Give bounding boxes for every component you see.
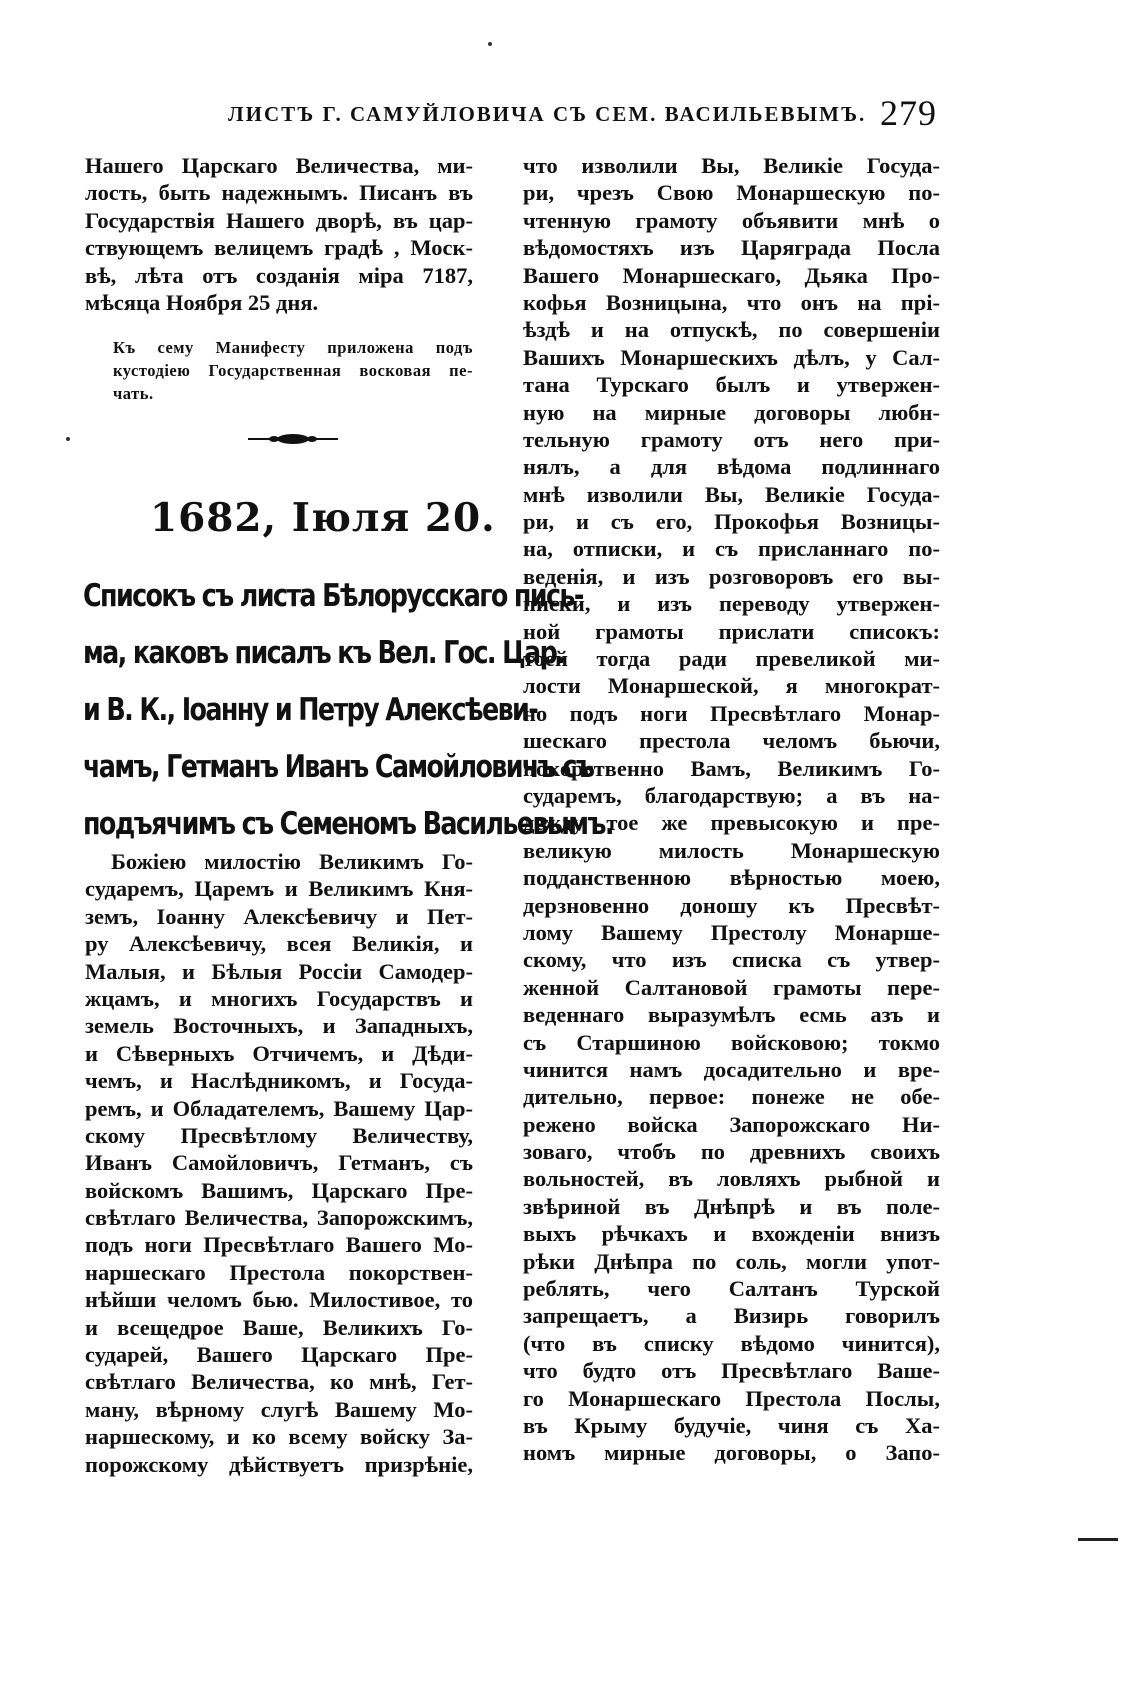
text-line: лость, быть надежнымъ. Писанъ въ — [85, 180, 473, 206]
text-line: женной Салтановой грамоты пере- — [523, 974, 940, 1000]
text-line: земъ, Іоанну Алексѣевичу и Пет- — [85, 903, 473, 929]
text-line: (что въ списку вѣдомо чинится), — [523, 1330, 940, 1356]
text-line: чинится намъ досадительно и вре- — [523, 1056, 940, 1082]
text-line: веденнаго выразумѣлъ есмь азъ и — [523, 1002, 940, 1028]
text-line: вольностей, въ ловляхъ рыбной и — [523, 1166, 940, 1192]
text-line: писки, и изъ переводу утвержен- — [523, 591, 940, 617]
text-line: го Монаршескаго Престола Послы, — [523, 1385, 940, 1411]
text-line: ману, вѣрному слугѣ Вашему Мо- — [85, 1396, 473, 1422]
text-line: ри, и съ его, Прокофья Возницы- — [523, 509, 940, 535]
text-line: ной грамоты прислати списокъ: — [523, 618, 940, 644]
text-line: скому, что изъ списка съ утвер- — [523, 947, 940, 973]
text-line: Вашихъ Монаршескихъ дѣлъ, у Сал- — [523, 344, 940, 370]
text-line: тельную грамоту отъ него при- — [523, 426, 940, 452]
text-line: свѣтлаго Величества, Запорожскимъ, — [85, 1205, 473, 1231]
text-line: и Сѣверныхъ Отчичемъ, и Дѣди- — [85, 1040, 473, 1066]
title-line: и В. К., Іоанну и Петру Алексѣеви- — [83, 692, 538, 728]
date-heading: 1682, Іюля 20. — [150, 495, 496, 541]
title-line: Списокъ съ листа Бѣлорусскаго пись- — [83, 578, 583, 614]
text-line: войскомъ Вашимъ, Царскаго Пре- — [85, 1177, 473, 1203]
text-line: скому Пресвѣтлому Величеству, — [85, 1122, 473, 1148]
text-line: звѣриной въ Днѣпрѣ и въ поле- — [523, 1193, 940, 1219]
text-line: что изволили Вы, Великіе Госуда- — [523, 153, 940, 178]
page-number: 279 — [880, 93, 937, 133]
text-line: сударемъ, благодарствую; а въ на- — [523, 782, 940, 808]
text-line: зоваго, чтобъ по древнихъ своихъ — [523, 1139, 940, 1165]
text-line: Божіею милостію Великимъ Го- — [111, 849, 473, 874]
seal-note — [113, 336, 473, 405]
text-line: въ Крыму будучіе, чиня съ Ха- — [523, 1412, 940, 1438]
running-head: ЛИСТЪ Г. САМУЙЛОВИЧА СЪ СЕМ. ВАСИЛЬЕВЫМЪ. — [228, 102, 867, 126]
text-line: свѣтлаго Величества, ко мнѣ, Гет- — [85, 1369, 473, 1395]
text-line: тана Турскаго былъ и утвержен- — [523, 372, 940, 398]
text-line: подданственною вѣрностью моею, — [523, 865, 940, 891]
text-line: вѣдомостяхъ изъ Царяграда Посла — [523, 235, 940, 261]
text-line: мѣсяца Ноября 25 дня. — [85, 289, 319, 315]
text-line: сударемъ, Царемъ и Великимъ Кня- — [85, 876, 473, 902]
note-line: чать. — [113, 384, 154, 404]
text-line: мнѣ изволили Вы, Великіе Госуда- — [523, 481, 940, 507]
text-line: что будто отъ Пресвѣтлаго Ваше- — [523, 1358, 940, 1384]
text-line: порожскому дѣйствуетъ призрѣніе, — [85, 1451, 473, 1477]
text-line: Вашего Монаршескаго, Дьяка Про- — [523, 262, 940, 288]
left-column-top — [85, 152, 473, 405]
text-line: ную на мирные договоры любн- — [523, 399, 940, 425]
text-line: наршескаго Престола покорствен- — [85, 1259, 473, 1285]
text-line: режено войска Запорожскаго Ни- — [523, 1111, 940, 1137]
text-line: реблять, чего Салтанъ Турской — [523, 1276, 940, 1302]
text-line: шескаго престола челомъ бьючи, — [523, 728, 940, 754]
text-line: но подъ ноги Пресвѣтлаго Монар- — [523, 700, 940, 726]
text-line: рѣки Днѣпра по соль, могли упот- — [523, 1248, 940, 1274]
text-line: нялъ, а для вѣдома подлиннаго — [523, 454, 940, 480]
right-column — [523, 152, 940, 1467]
text-line: покорственно Вамъ, Великимъ Го- — [523, 755, 940, 781]
text-line: дительно, первое: понеже не обе- — [523, 1084, 940, 1110]
text-line: нѣйши челомъ бью. Милостивое, то — [85, 1287, 473, 1313]
text-line: земель Восточныхъ, и Западныхъ, — [85, 1013, 473, 1039]
text-line: чтенную грамоту объявити мнѣ о — [523, 207, 940, 233]
text-line: на, отписки, и съ присланнаго по- — [523, 536, 940, 562]
ornament-divider — [248, 432, 338, 446]
text-line: Государствія Нашего дворѣ, въ цар- — [85, 207, 473, 233]
margin-speck — [66, 437, 70, 441]
text-line: ремъ, и Обладателемъ, Вашему Цар- — [85, 1095, 473, 1121]
note-line: Къ сему Манифесту приложена подъ — [113, 338, 473, 358]
text-line: ствующемъ велицемъ градѣ , Моск- — [85, 235, 473, 261]
text-line: чемъ, и Наслѣдникомъ, и Госуда- — [85, 1068, 473, 1094]
text-line: веденія, и изъ розговоровъ его вы- — [523, 563, 940, 589]
text-line: Иванъ Самойловичъ, Гетманъ, съ — [85, 1150, 473, 1176]
title-line: подъячимъ съ Семеномъ Васильевымъ. — [83, 806, 613, 842]
text-line: запрещаетъ, а Визирь говорилъ — [523, 1303, 940, 1329]
text-line: тоей тогда ради превеликой ми- — [523, 646, 940, 672]
text-line: Нашего Царскаго Величества, ми- — [85, 153, 473, 178]
title-line: ма, каковъ писалъ къ Вел. Гос. Цар. — [83, 635, 565, 671]
left-column-body — [85, 848, 473, 1478]
text-line: выхъ рѣчкахъ и вхожденіи внизъ — [523, 1221, 940, 1247]
text-line: дежду тое же превысокую и пре- — [523, 810, 940, 836]
text-line: сударей, Вашего Царскаго Пре- — [85, 1342, 473, 1368]
text-line: великую милость Монаршескую — [523, 837, 940, 863]
top-speck — [488, 42, 492, 46]
text-line: ри, чрезъ Свою Монаршескую по- — [523, 180, 940, 206]
note-line: кустодіею Государственная восковая пе- — [113, 361, 473, 381]
text-line: съ Старшиною войсковою; токмо — [523, 1029, 940, 1055]
document-title — [83, 568, 613, 853]
text-line: номъ мирные договоры, о Запо- — [523, 1440, 940, 1466]
text-line: наршескому, и ко всему войску За- — [85, 1424, 473, 1450]
text-line: лому Вашему Престолу Монарше- — [523, 919, 940, 945]
text-line: лости Монаршеской, я многократ- — [523, 673, 940, 699]
text-line: вѣ, лѣта отъ созданія міра 7187, — [85, 262, 473, 288]
title-line: чамъ, Гетманъ Иванъ Самойловичъ съ — [83, 749, 594, 785]
edge-mark — [1078, 1538, 1118, 1541]
text-line: ѣздѣ и на отпускѣ, по совершеніи — [523, 317, 940, 343]
text-line: и всещедрое Ваше, Великихъ Го- — [85, 1314, 473, 1340]
text-line: подъ ноги Пресвѣтлаго Вашего Мо- — [85, 1232, 473, 1258]
text-line: Малыя, и Бѣлыя Россіи Самодер- — [85, 958, 473, 984]
text-line: жцамъ, и многихъ Государствъ и — [85, 985, 473, 1011]
text-line: кофья Возницына, что онъ на прі- — [523, 289, 940, 315]
text-line: дерзновенно доношу къ Пресвѣт- — [523, 892, 940, 918]
text-line: ру Алексѣевичу, всея Великія, и — [85, 931, 473, 957]
